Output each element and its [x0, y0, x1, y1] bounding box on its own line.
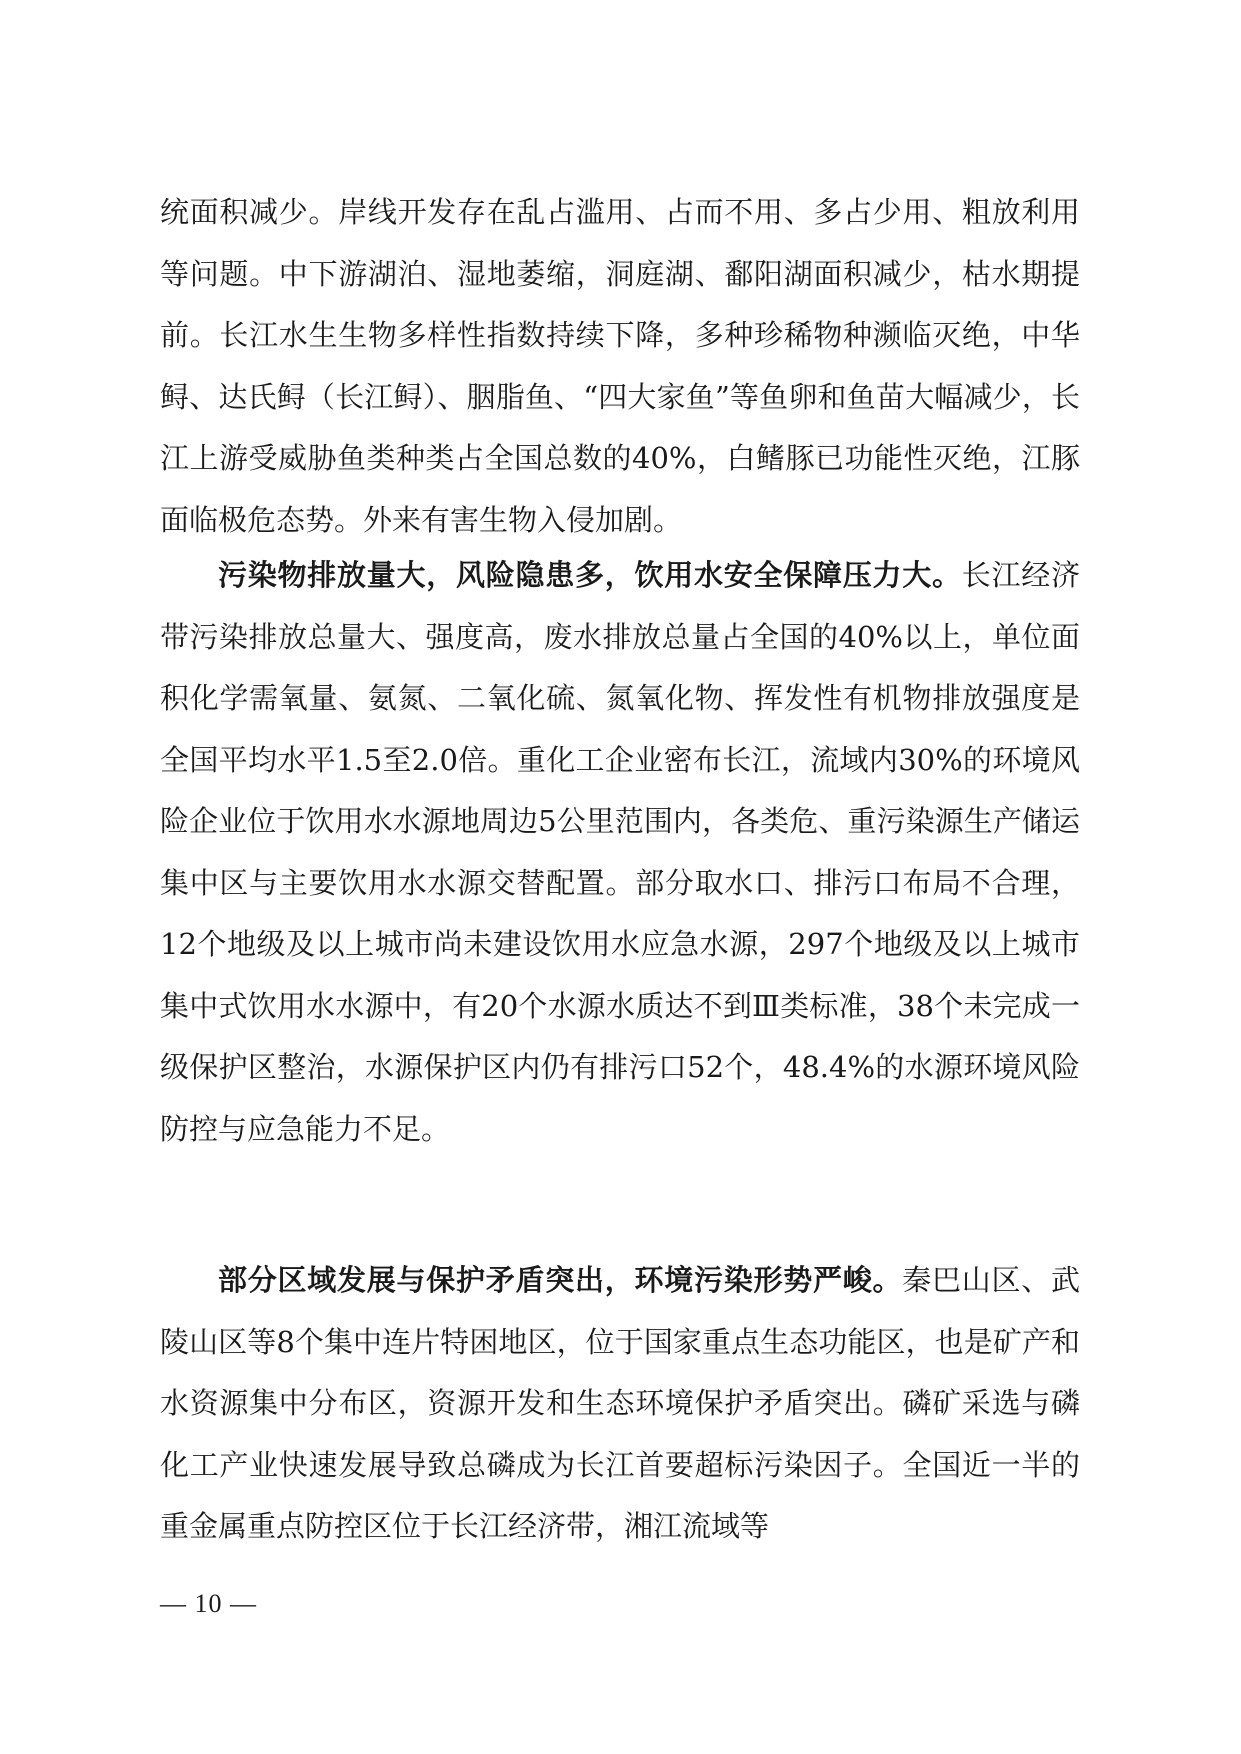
paragraph-body: 统面积减少。岸线开发存在乱占滥用、占而不用、多占少用、粗放利用等问题。中下游湖泊、湿地萎缩，洞庭湖、鄱阳湖面积减少，枯水期提前。长江水生生物多样性指数持续下降，多种珍稀物种濒临灭绝，中华鲟、达氏鲟（长江鲟）、胭脂鱼、“四大家鱼”等鱼卵和鱼苗大幅减少，长江上游受威胁鱼类种类占全国总数的40%，白鳍豚已功能性灭绝，江豚面临极危态势。外来有害生物入侵加剧。 [160, 195, 1080, 537]
paragraph-lead-heading: 部分区域发展与保护矛盾突出，环境污染形势严峻。 [218, 1263, 903, 1297]
page-number: — 10 — [160, 1589, 257, 1618]
paragraph-continuation [160, 182, 1080, 551]
paragraph-pollution-risk [160, 545, 1080, 1160]
paragraph-body: 秦巴山区、武陵山区等8个集中连片特困地区，位于国家重点生态功能区，也是矿产和水资源集中分布区，资源开发和生态环境保护矛盾突出。磷矿采选与磷化工产业快速发展导致总磷成为长江首要超标污染因子。全国近一半的重金属重点防控区位于长江经济带，湘江流域等 [160, 1263, 1080, 1543]
paragraph-lead-heading: 污染物排放量大，风险隐患多，饮用水安全保障压力大。 [218, 558, 962, 592]
paragraph-body: 长江经济带污染排放总量大、强度高，废水排放总量占全国的40%以上，单位面积化学需氧量、氨氮、二氧化硫、氮氧化物、挥发性有机物排放强度是全国平均水平1.5至2.0倍。重化工企业密布长江，流域内30%的环境风险企业位于饮用水水源地周边5公里范围内，各类危、重污染源生产储运集中区与主要饮用水水源交替配置。部分取水口、排污口布局不合理，12个地级及以上城市尚未建设饮用水应急水源，297个地级及以上城市集中式饮用水水源中，有20个水源水质达不到Ⅲ类标准，38个未完成一级保护区整治，水源保护区内仍有排污口52个，48.4%的水源环境风险防控与应急能力不足。 [160, 558, 1080, 1146]
paragraph-regional-conflict [160, 1250, 1080, 1558]
